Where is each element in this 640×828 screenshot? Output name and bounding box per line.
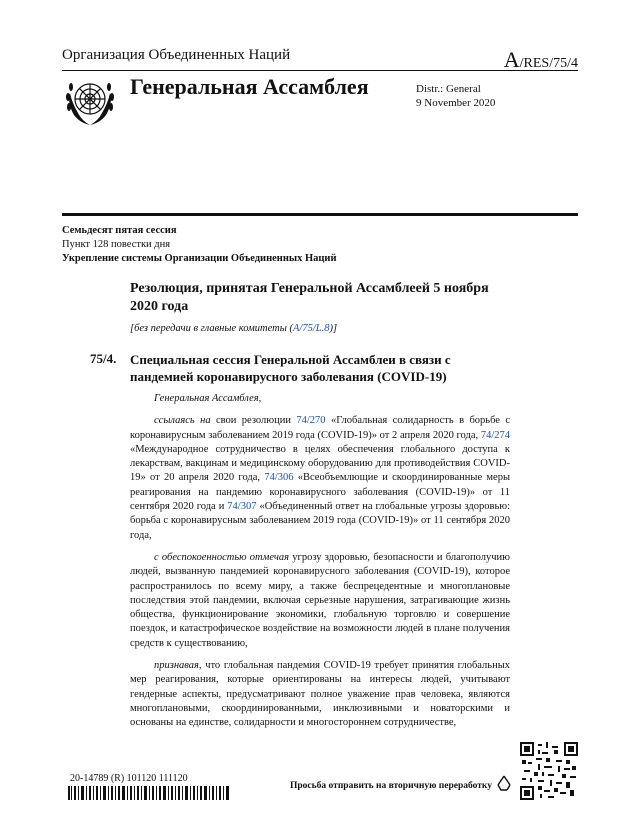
committee-link[interactable]: A/75/L.8	[292, 323, 330, 334]
paragraph-assembly	[130, 392, 510, 406]
resolution-title: Резолюция, принятая Генеральной Ассамблеей 5 ноября 2020 года	[130, 281, 489, 314]
p1-text-b: «Глобальная солидарность в борьбе с коронавирусным заболеванием 2019 года (COVID-19)» от 2 апреля 2020 года,	[130, 415, 511, 441]
p1-text-c: «Международное сотрудничество в целях обеспечения глобального доступа к лекарствам, вакцинам и медицинскому оборудованию для противодействия COVID-19» от 20 апреля 2020 года,	[130, 443, 510, 484]
committee-suffix: )]	[329, 323, 338, 334]
p1-text-d: «Всеобъемлющие и скоординированные меры реагирования на пандемию коронавирусного заболевания (COVID-19)» от 11 сентября 2020 года и	[130, 472, 510, 513]
general-assembly-title: Генеральная Ассамблея	[130, 74, 369, 99]
agenda-block	[62, 224, 337, 266]
distribution-info	[416, 82, 495, 110]
qr-code	[520, 742, 578, 800]
un-emblem-icon	[62, 73, 118, 129]
thick-rule	[62, 213, 578, 216]
link-74-274[interactable]: 74/274	[480, 429, 510, 441]
resolution-body	[130, 392, 510, 739]
symbol-prefix: A	[503, 47, 520, 72]
p1-text-e: «Объединенный ответ на глобальные угрозы здоровью: борьба с коронавирусным заболеванием 2019 года (COVID-19)» от 11 сентября 2020 года,	[130, 501, 510, 541]
link-74-307[interactable]: 74/307	[227, 501, 257, 513]
distribution-type: Distr.: General	[416, 83, 481, 95]
p3-text: что глобальная пандемия COVID-19 требует принятия глобальных мер реагирования, которые ориентированы на интересы людей, учитывают гендерные аспекты, предусматривают полное уважение прав человека, являются многоплановыми, скоординированными, инклюзивными и новаторскими и основаны на единстве, солидарности и многостороннем сотрудничестве,	[130, 660, 510, 729]
p3-lead: признавая,	[154, 660, 202, 672]
link-74-270[interactable]: 74/270	[296, 415, 326, 427]
committee-prefix: [без передачи в главные комитеты (	[130, 323, 293, 334]
p1-lead: ссылаясь на	[154, 415, 211, 427]
agenda-item-title: Укрепление системы Организации Объединенных Наций	[62, 253, 337, 264]
paragraph-3	[130, 659, 510, 730]
paragraph-1	[130, 414, 510, 543]
p1-text-a: свои резолюции	[210, 415, 297, 427]
resolution-name: Специальная сессия Генеральной Ассамблеи в связи с пандемией коронавирусного заболевания (COVID-19)	[130, 352, 451, 384]
resolution-number: 75/4.	[90, 351, 117, 366]
paragraph-2	[130, 551, 510, 651]
agenda-item: Пункт 128 повестки дня	[62, 239, 171, 250]
recycle-icon	[494, 773, 514, 793]
barcode	[68, 786, 230, 800]
link-74-306[interactable]: 74/306	[264, 472, 294, 484]
document-number: 20-14789 (R) 101120 111120	[70, 773, 188, 784]
p2-text: угрозу здоровью, безопасности и благополучию людей, вызванную пандемией коронавирусного заболевания (COVID-19), которое распространилось по всему миру, а также беспрецедентные и многоплановые последствия этой пандемии, включая серьезные нарушения, затрагивающие жизнь общества, функционирование экономики, глобальную торговлю и совершение поездок, и катастрофическое воздействие на возможности людей в плане получения средств к существованию,	[130, 551, 510, 649]
header-rule	[62, 70, 578, 71]
session-name: Семьдесят пятая сессия	[62, 225, 177, 236]
p2-lead: с обеспокоенностью отмечая	[154, 551, 289, 563]
document-date: 9 November 2020	[416, 97, 496, 109]
symbol-rest: /RES/75/4	[519, 56, 578, 71]
assembly-phrase: Генеральная Ассамблея,	[154, 393, 262, 404]
committee-note	[130, 323, 337, 334]
recycle-note: Просьба отправить на вторичную переработку	[290, 781, 492, 791]
organization-name: Организация Объединенных Наций	[62, 47, 291, 63]
